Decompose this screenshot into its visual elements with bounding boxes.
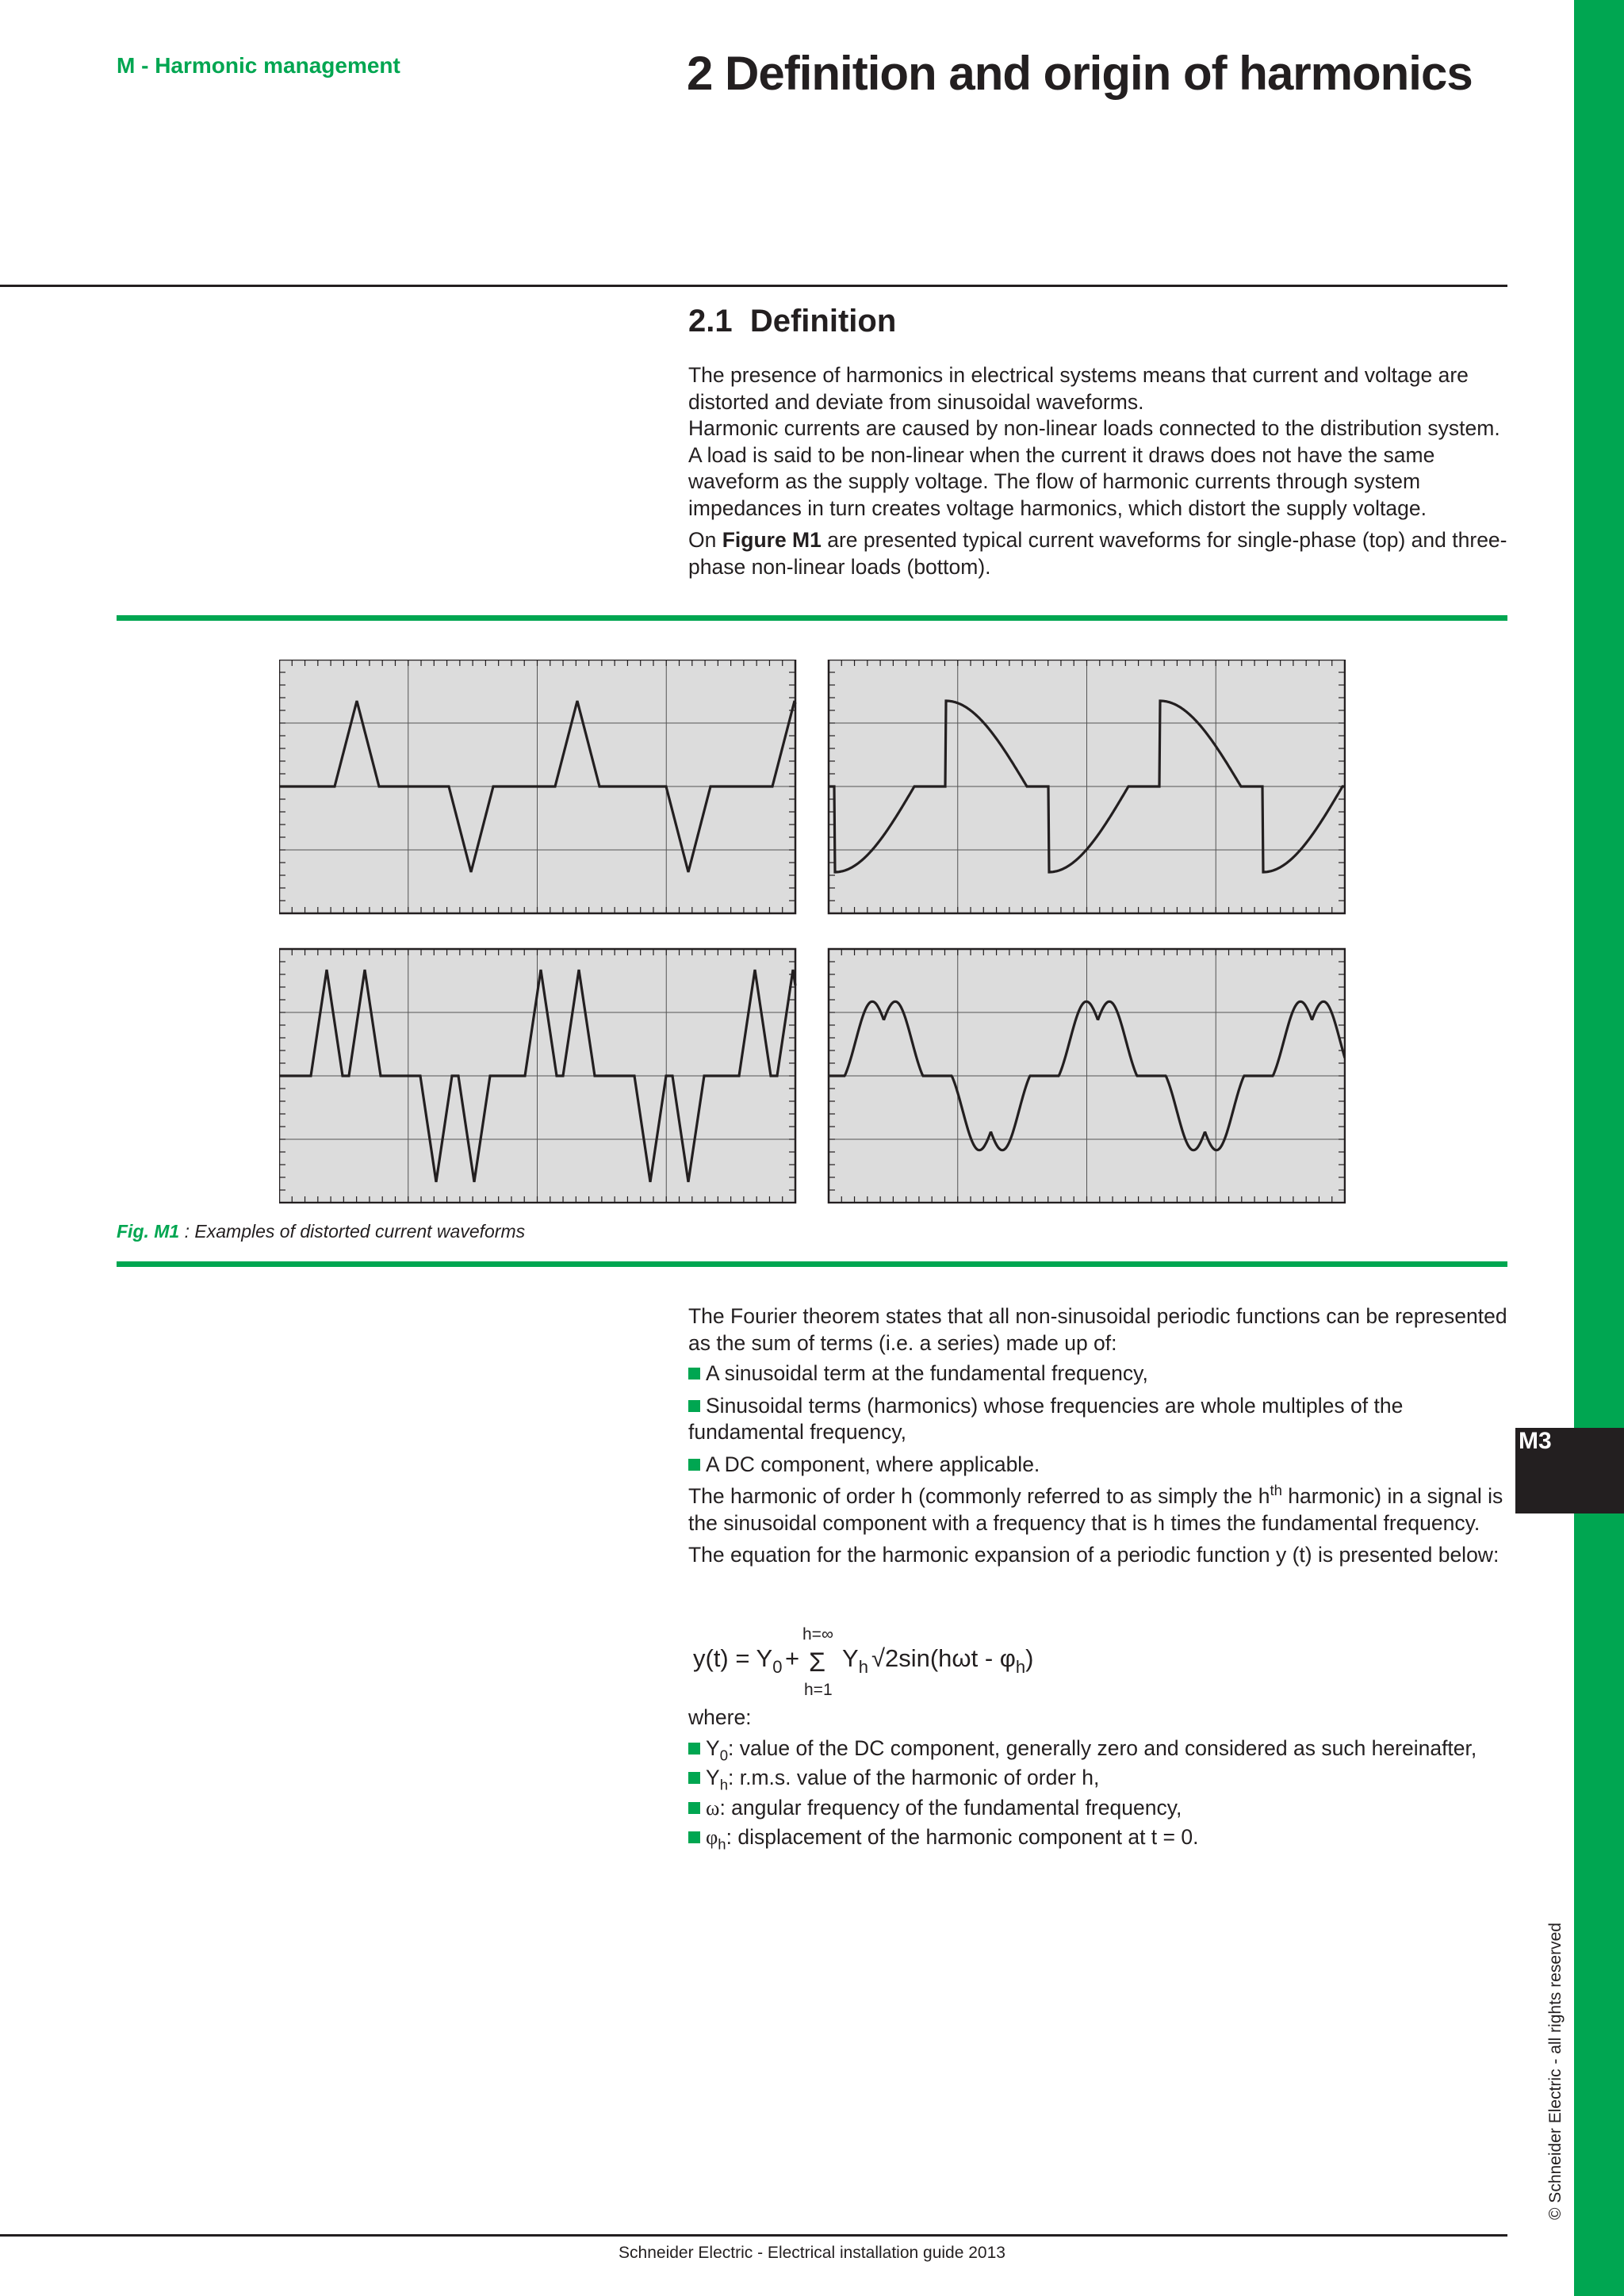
side-color-bar [1574,0,1624,2296]
fourier-paragraph-1: The Fourier theorem states that all non-sinusoidal periodic functions can be represented as the sum of terms (i.e. a series) made up of: [688,1304,1507,1355]
def-symbol: Y [706,1735,720,1760]
where-label: where: [688,1705,752,1729]
fourier-bullet-3 [688,1452,1513,1479]
fourier-paragraph-2 [688,1483,1513,1536]
intro-paragraph-3 [688,527,1513,580]
intro-paragraph-2: Harmonic currents are caused by non-linear loads connected to the distribution system. A load is said to be non-linear when the current it draws does not have the same waveform as the supply voltage. The flow of harmonic currents through system impedances in turn creates voltage harmonics, which distort the supply voltage. [688,416,1500,520]
eq-plus: + [785,1644,800,1672]
fourier-bullet-1 [688,1360,1513,1387]
intro-p3-prefix: On [688,528,722,552]
bullet-text: A DC component, where applicable. [706,1452,1040,1476]
def-text: : r.m.s. value of the harmonic of order h, [728,1766,1100,1789]
copyright-notice: © Schneider Electric - all rights reserved [1546,1923,1565,2220]
def-symbol: ω [706,1795,720,1820]
def-text: : value of the DC component, generally zero and considered as such hereinafter, [728,1735,1477,1760]
harmonic-equation [693,1622,1042,1705]
subsection-title: Definition [749,304,897,339]
header-rule [0,285,1507,287]
subsection-heading [688,304,896,339]
def-symbol: Y [706,1766,720,1789]
fourier-paragraph-3: The equation for the harmonic expansion of a periodic function y (t) is presented below: [688,1543,1500,1567]
equation-graphic [693,1622,1042,1701]
eq-lhs: $y(t) = Y_0$ [693,1644,783,1677]
fourier-bullet-2 [688,1393,1513,1446]
definition-yh [688,1765,1513,1792]
chapter-title [687,46,1473,101]
def-subscript: h [718,1835,726,1853]
definition-phi [688,1824,1513,1851]
waveform-panel-three-phase-a [279,949,795,1203]
p2-part-b: harmonic) in a signal is the sinusoidal component with a frequency that is h times the fundamental frequency. [688,1484,1503,1535]
figure-top-rule [117,615,1507,621]
chapter-title-text: Definition and origin of harmonics [725,47,1473,100]
definition-list [688,1735,1513,1851]
bullet-icon [688,1368,700,1380]
footer-rule [0,2234,1507,2237]
footer-text: Schneider Electric - Electrical installation guide 2013 [619,2244,1005,2262]
figure-bottom-rule [117,1261,1507,1267]
eq-sum-lower: h=1 [804,1681,833,1699]
bullet-icon [688,1400,700,1412]
def-subscript: h [719,1776,728,1793]
bullet-icon [688,1459,700,1471]
def-subscript: 0 [719,1746,728,1763]
definition-y0 [688,1735,1513,1762]
waveform-panel-single-phase-b [829,660,1345,913]
bullet-icon [688,1831,700,1843]
fourier-text [688,1303,1513,1575]
p2-part-a: The harmonic of order h (commonly referred to as simply the h [688,1484,1270,1508]
def-text: : angular frequency of the fundamental frequency, [719,1795,1182,1820]
intro-paragraph-1: The presence of harmonics in electrical systems means that current and voltage are distorted and deviate from sinusoidal waveforms. [688,363,1469,414]
figure-caption [117,1221,525,1242]
eq-sum-symbol: Σ [809,1647,826,1678]
def-symbol: φ [706,1825,718,1849]
figure-m1 [279,660,1346,1203]
chapter-number: 2 [687,47,713,100]
figure-caption-text: : Examples of distorted current waveforms [179,1221,526,1242]
section-label: M - Harmonic management [117,53,400,78]
definitions [688,1705,1513,1854]
def-text: : displacement of the harmonic component at t = 0. [726,1825,1199,1849]
subsection-number: 2.1 [688,304,733,339]
bullet-icon [688,1772,700,1784]
waveform-figure [279,660,1346,1203]
intro-text [688,362,1513,586]
figure-id: Fig. M1 [117,1221,180,1242]
bullet-text: A sinusoidal term at the fundamental frequency, [706,1361,1148,1385]
page-tab-label: M3 [1519,1428,1552,1454]
eq-sum-upper: h=∞ [802,1625,833,1644]
bullet-icon [688,1743,700,1755]
bullet-icon [688,1802,700,1814]
p2-superscript: th [1270,1482,1282,1499]
waveform-panel-single-phase-a [279,660,795,913]
eq-term: $Y_h$ $√2\sin(h\omega t - \varphi_h)$ [842,1644,1034,1677]
bullet-text: Sinusoidal terms (harmonics) whose frequencies are whole multiples of the fundamental frequency, [688,1393,1404,1444]
intro-p3-suffix: are presented typical current waveforms for single-phase (top) and three-phase non-linear loads (bottom). [688,528,1507,579]
waveform-panel-three-phase-b [829,949,1345,1203]
definition-omega [688,1795,1513,1822]
figure-reference: Figure M1 [722,528,822,552]
